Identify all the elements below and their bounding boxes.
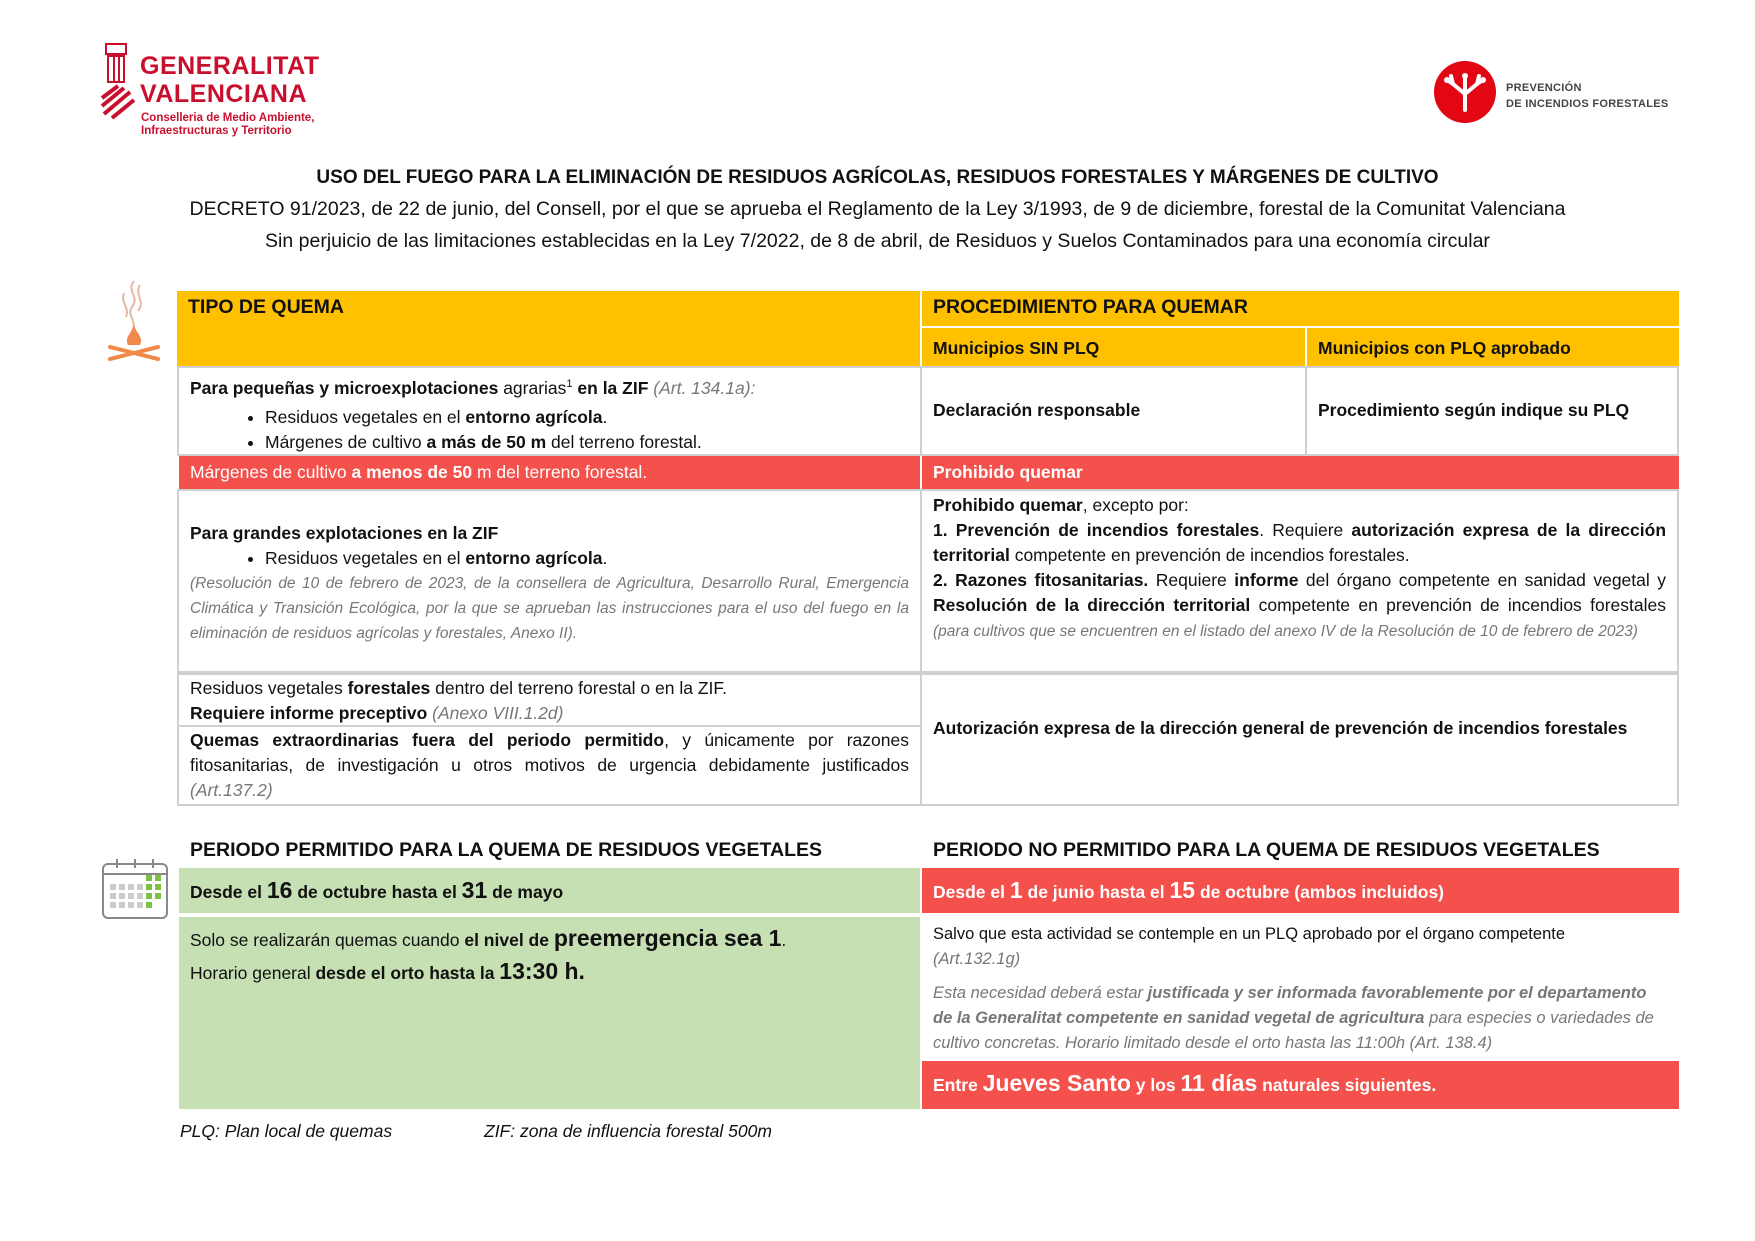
row3-procedimiento: Prohibido quemar, excepto por: 1. Prevención de incendios forestales. Requiere autorización expresa de la dirección territorial competente en prevención de incendios forestales. 2. Razones fitosanitarias. Requiere informe del órgano competente en sanidad vegetal y Resolución de la dirección territorial competente en prevención de incendios forestales (para cultivos que se encuentren en el listado del anexo IV de la Resolución de 10 de febrero de 2023)	[920, 489, 1679, 673]
row-grandes-explotaciones: Para grandes explotaciones en la ZIF • Residuos vegetales en el entorno agrícola. (Resolución de 10 de febrero de 2023, de la consellera de Agricultura, Desarrollo Rural, Emergencia Climática y Transición Ecológica, por la que se aprueban las instrucciones para el uso del fuego en la eliminación de residuos agrícolas y forestales, Anexo II).	[177, 489, 922, 673]
generalitat-logo	[100, 42, 136, 122]
procedimiento-header: PROCEDIMIENTO PARA QUEMAR	[922, 291, 1679, 326]
periodo-no-permitido-header: PERIODO NO PERMITIDO PARA LA QUEMA DE RESIDUOS VEGETALES	[933, 839, 1600, 861]
no-permitido-excepcion: Salvo que esta actividad se contemple en un PLQ aprobado por el órgano competente (Art.132.1g) Esta necesidad deberá estar justificada y ser informada favorablemente por el departamento de la Generalitat competente en sanidad vegetal de agricultura para especies o variedades de cultivo concretas. Horario limitado desde el orto hasta las 11:00h (Art. 138.4)	[922, 917, 1679, 1059]
municipios-con-plq-header: Municipios con PLQ aprobado	[1307, 328, 1679, 366]
semana-santa-periodo: Entre Jueves Santo y los 11 días naturales siguientes.	[922, 1061, 1679, 1109]
periodo-permitido-header: PERIODO PERMITIDO PARA LA QUEMA DE RESIDUOS VEGETALES	[190, 839, 822, 861]
prevencion-incendios-logo-icon	[1433, 60, 1497, 124]
permitido-condiciones: Solo se realizarán quemas cuando el nivel de preemergencia sea 1. Horario general desde el orto hasta la 13:30 h.	[179, 917, 920, 1109]
row-margenes-menos-50: Márgenes de cultivo a menos de 50 m del terreno forestal.	[179, 456, 920, 489]
municipios-sin-plq-header: Municipios SIN PLQ	[922, 328, 1305, 366]
row-quemas-extraordinarias: Quemas extraordinarias fuera del periodo permitido, y únicamente por razones fitosanitarias, de investigación u otros motivos de urgencia debidamente justificados (Art.137.2)	[177, 725, 922, 806]
no-permitido-fechas: Desde el 1 de junio hasta el 15 de octubre (ambos incluidos)	[922, 868, 1679, 913]
fire-icon	[104, 273, 164, 368]
conselleria-name: Conselleria de Medio Ambiente, Infraestructuras y Territorio	[141, 112, 315, 137]
permitido-fechas: Desde el 16 de octubre hasta el 31 de mayo	[179, 868, 920, 913]
footnote-plq: PLQ: Plan local de quemas	[180, 1121, 393, 1141]
footnote-zif: ZIF: zona de influencia forestal 500m	[484, 1121, 772, 1141]
prevencion-incendios-text: PREVENCIÓN DE INCENDIOS FORESTALES	[1506, 82, 1669, 110]
generalitat-name: GENERALITAT VALENCIANA	[140, 52, 320, 108]
row45-autorizacion: Autorización expresa de la dirección general de prevención de incendios forestales	[920, 673, 1679, 806]
row1-sin-plq: Declaración responsable	[920, 366, 1307, 456]
calendar-icon	[101, 858, 169, 920]
limits-subtitle: Sin perjuicio de las limitaciones establecidas en la Ley 7/2022, de 8 de abril, de Residuos y Suelos Contaminados para una economía circular	[265, 230, 1490, 252]
row1-con-plq: Procedimiento según indique su PLQ	[1305, 366, 1679, 456]
main-title: USO DEL FUEGO PARA LA ELIMINACIÓN DE RESIDUOS AGRÍCOLAS, RESIDUOS FORESTALES Y MÁRGENES DE CULTIVO	[316, 167, 1439, 188]
row-residuos-forestales: Residuos vegetales forestales dentro del terreno forestal o en la ZIF. Requiere informe preceptivo (Anexo VIII.1.2d)	[177, 673, 922, 727]
row2-prohibido: Prohibido quemar	[922, 456, 1679, 489]
row-pequenas-explotaciones: Para pequeñas y microexplotaciones agrarias$^1$ en la ZIF (Art. 134.1a): • Residuos vegetales en el entorno agrícola. • Márgenes de cultivo a más de 50 m del terreno forestal.	[177, 366, 922, 456]
tipo-quema-header: TIPO DE QUEMA	[177, 291, 920, 366]
decree-subtitle: DECRETO 91/2023, de 22 de junio, del Consell, por el que se aprueba el Reglamento de la Ley 3/1993, de 9 de diciembre, forestal de la Comunitat Valenciana	[189, 198, 1566, 220]
